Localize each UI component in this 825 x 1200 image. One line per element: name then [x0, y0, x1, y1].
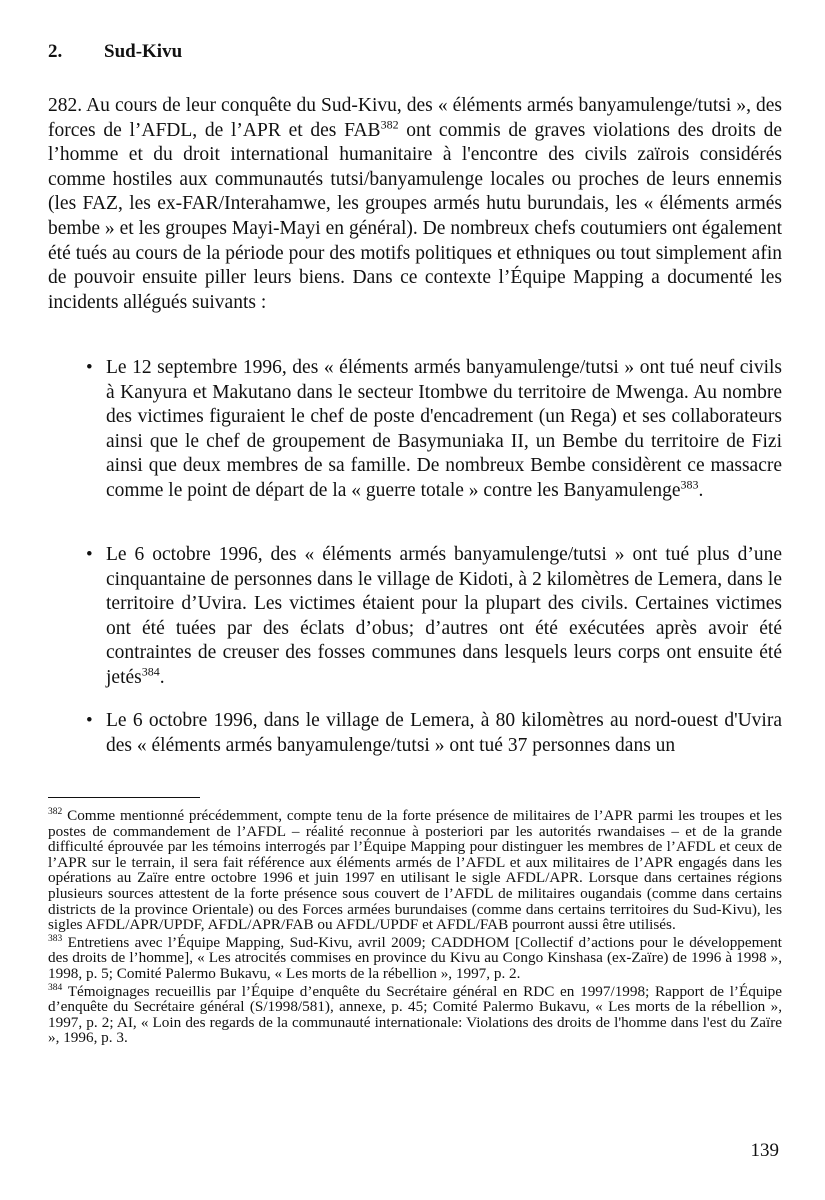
section-title: Sud-Kivu	[104, 41, 183, 62]
bullet-text: Le 12 septembre 1996, des « éléments armés banyamulenge/tutsi » ont tué neuf civils à Kanyura et Makutano dans le secteur Itombwe du territoire de Mwenga. Au nombre des victimes figuraient le chef de poste d'encadrement (un Rega) et ses collaborateurs ainsi que le chef de groupement de Basymuniaka II, un Bembe du territoire de Fizi ainsi que deux membres de sa famille. De nombreux Bembe considèrent ce massacre comme le point de départ de la « guerre totale » contre les Banyamulenge	[106, 357, 782, 501]
footnote-text: Entretiens avec l’Équipe Mapping, Sud-Kivu, avril 2009; CADDHOM [Collectif d’actions pour le développement des droits de l’homme], « Les atrocités commises en province du Kivu au Congo Kinshasa (ex-Zaïre) de 1996 à 1998 », 1998, p. 5; Comité Palermo Bukavu, « Les morts de la rébellion », 1997, p. 2.	[48, 933, 782, 982]
footnote-text: Témoignages recueillis par l’Équipe d’enquête du Secrétaire général en RDC en 1997/1998; Rapport de l’Équipe d’enquête du Secrétaire général (S/1998/581), annexe, p. 45; Comité Palermo Bukavu, « Les morts de la rébellion », 1997, p. 2; AI, « Loin des regards de la communauté internationale: Violations des droits de l'homme dans l'est du Zaïre », 1996, p. 3.	[48, 982, 782, 1047]
footnote-text: Comme mentionné précédemment, compte tenu de la forte présence de militaires de l’APR parmi les troupes et les postes de commandement de l’AFDL – réalité reconnue à posteriori par les autorités rwandaises – et de la grande difficulté éprouvée par les témoins interrogés par l’Équipe Mapping pour distinguer les membres de l’AFDL et ceux de l’APR sur le terrain, il sera fait référence aux éléments armés de l’AFDL et aux militaires de l’APR engagés dans les opérations au Zaïre entre octobre 1996 et juin 1997 en utilisant le sigle AFDL/APR. Lorsque dans certaines régions plusieurs sources attestent de la forte présence sous couvert de l’AFDL de militaires ougandais (comme dans certains districts de la province Orientale) ou des Forces armées burundaises (comme dans certains territoires du Sud-Kivu), les sigles AFDL/APR/UPDF, AFDL/APR/FAB ou AFDL/UPDF et AFDL/FAB pourront aussi être utilisés.	[48, 807, 782, 934]
paragraph-text: Au cours de leur conquête du Sud-Kivu, des « éléments armés banyamulenge/tutsi », des forces de l’AFDL, de l’APR et des FAB	[48, 95, 782, 141]
footnote-separator	[48, 797, 200, 798]
bullet-dot-icon: •	[86, 710, 93, 731]
footnotes	[48, 808, 782, 1048]
footnote-383	[48, 935, 782, 982]
footnote-number: 383	[48, 933, 63, 944]
footnote-382	[48, 808, 782, 933]
paragraph-282	[48, 94, 782, 315]
page-number: 139	[750, 1140, 779, 1161]
footnote-number: 382	[48, 806, 63, 817]
section-number: 2.	[48, 41, 63, 62]
footnote-number: 384	[48, 982, 63, 993]
bullet-dot-icon: •	[86, 544, 93, 565]
paragraph-text-continued: ont commis de graves violations des droits de l’homme et du droit international humanitaire à l'encontre des civils zaïrois considérés comme hostiles aux communautés tutsi/banyamulenge locales ou proches de leurs ennemis (les FAZ, les ex-FAR/Interahamwe, les groupes armés hutu burundais, les « éléments armés bembe » et les groupes Mayi-Mayi en général). De nombreux chefs coutumiers ont également été tués au cours de la période pour des motifs politiques et ethniques ou tout simplement afin de pouvoir ensuite piller leurs biens. Dans ce contexte l’Équipe Mapping a documenté les incidents allégués suivants :	[48, 119, 782, 313]
section-heading	[48, 41, 182, 63]
bullet-text: Le 6 octobre 1996, dans le village de Lemera, à 80 kilomètres au nord-ouest d'Uvira des « éléments armés banyamulenge/tutsi » ont tué 37 personnes dans un	[106, 710, 782, 756]
bullet-item: • Le 12 septembre 1996, des « éléments armés banyamulenge/tutsi » ont tué neuf civils à Kanyura et Makutano dans le secteur Itombwe du territoire de Mwenga. Au nombre des victimes figuraient le chef de poste d'encadrement (un Rega) et ses collaborateurs ainsi que le chef de groupement de Basymuniaka II, un Bembe du territoire de Fizi ainsi que deux membres de sa famille. De nombreux Bembe considèrent ce massacre comme le point de départ de la « guerre totale » contre les Banyamulenge$^{383}$.	[86, 357, 782, 501]
footnote-384	[48, 984, 782, 1046]
paragraph-number: 282.	[48, 95, 83, 116]
footnote-ref-382[interactable]: 382	[380, 117, 399, 132]
bullet-dot-icon: •	[86, 357, 93, 378]
footnote-ref-383[interactable]: 383	[680, 477, 699, 492]
footnote-ref-384[interactable]: 384	[141, 664, 160, 679]
bullet-item: • Le 6 octobre 1996, des « éléments armés banyamulenge/tutsi » ont tué plus d’une cinquantaine de personnes dans le village de Kidoti, à 2 kilomètres de Lemera, dans le territoire d’Uvira. Les victimes étaient pour la plupart des civils. Certaines victimes ont été tuées par des éclats d’obus; d’autres ont été exécutées après avoir été contraintes de creuser des fosses communes dans lesquels leurs corps ont ensuite été jetés$^{384}$.	[86, 544, 782, 688]
bullet-text: Le 6 octobre 1996, des « éléments armés banyamulenge/tutsi » ont tué plus d’une cinquantaine de personnes dans le village de Kidoti, à 2 kilomètres de Lemera, dans le territoire d’Uvira. Les victimes étaient pour la plupart des civils. Certaines victimes ont été tuées par des éclats d’obus; d’autres ont été exécutées après avoir été contraintes de creuser des fosses communes dans lesquels leurs corps ont ensuite été jetés	[106, 544, 782, 688]
bullet-item	[48, 709, 782, 758]
